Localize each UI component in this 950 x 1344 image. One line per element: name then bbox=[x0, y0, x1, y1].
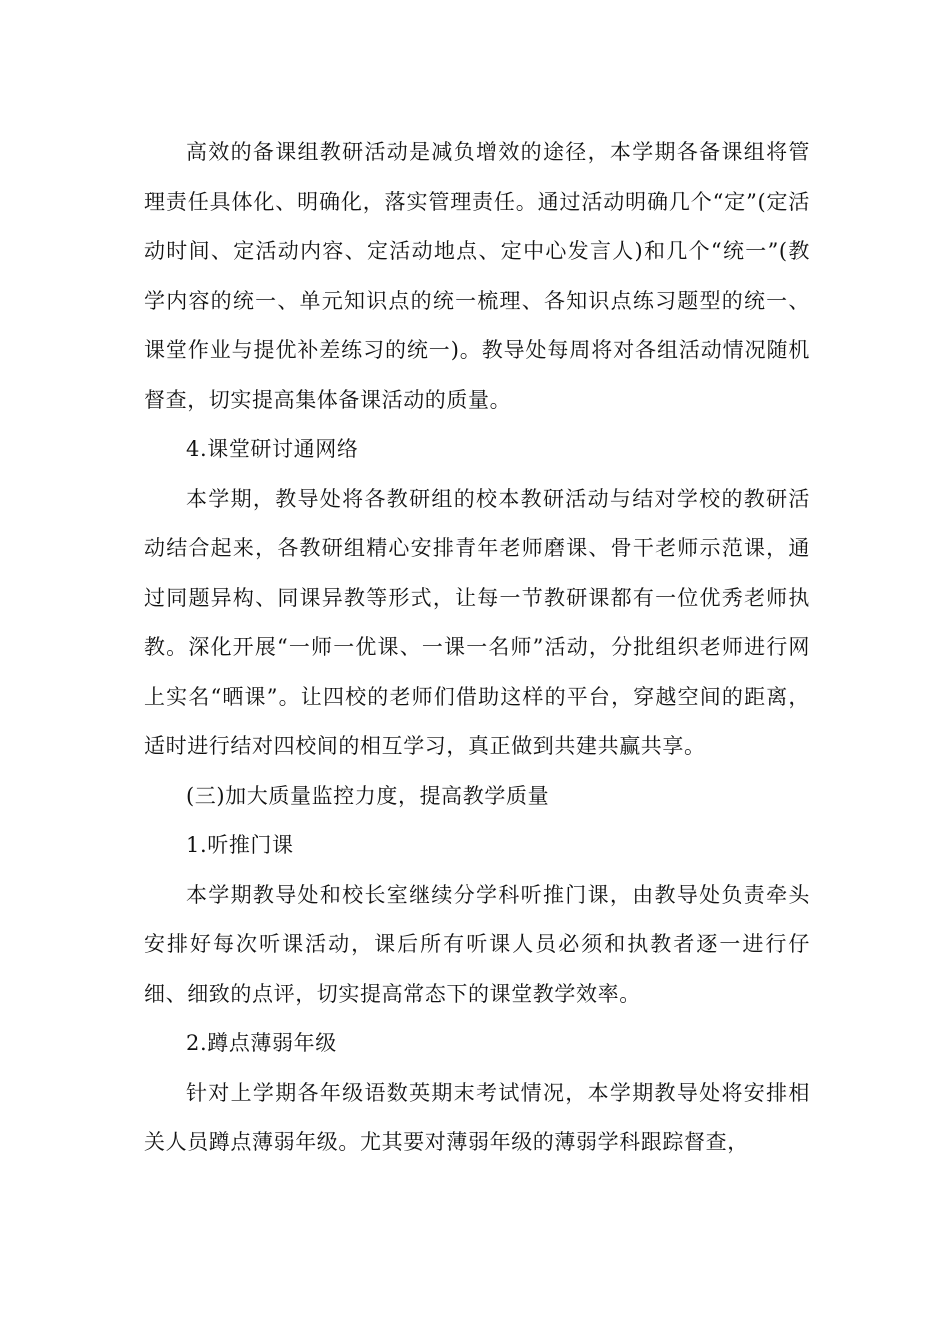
paragraph-open-classes: 本学期教导处和校长室继续分学科听推门课，由教导处负责牵头安排好每次听课活动，课后所有听课人员必须和执教者逐一进行仔细、细致的点评，切实提高常态下的课堂教学效率。 bbox=[144, 882, 810, 1006]
document-body bbox=[144, 128, 810, 1168]
heading-weak-grades: 2.蹲点薄弱年级 bbox=[186, 1031, 337, 1055]
paragraph-lesson-prep-groups: 高效的备课组教研活动是减负增效的途径，本学期各备课组将管理责任具体化、明确化，落实管理责任。通过活动明确几个“定”(定活动时间、定活动内容、定活动地点、定中心发言人)和几个“统一”(教学内容的统一、单元知识点的统一梳理、各知识点练习题型的统一、课堂作业与提优补差练习的统一)。教导处每周将对各组活动情况随机督查，切实提高集体备课活动的质量。 bbox=[144, 140, 810, 412]
heading-open-classes: 1.听推门课 bbox=[186, 833, 294, 857]
heading-classroom-discussion: 4.课堂研讨通网络 bbox=[186, 437, 359, 461]
paragraph-teaching-research: 本学期，教导处将各教研组的校本教研活动与结对学校的教研活动结合起来，各教研组精心安排青年老师磨课、骨干老师示范课，通过同题异构、同课异教等形式，让每一节教研课都有一位优秀老师执教。深化开展“一师一优课、一课一名师”活动，分批组织老师进行网上实名“晒课”。让四校的老师们借助这样的平台，穿越空间的距离，适时进行结对四校间的相互学习，真正做到共建共赢共享。 bbox=[144, 486, 810, 758]
heading-quality-monitoring: (三)加大质量监控力度，提高教学质量 bbox=[186, 783, 550, 808]
paragraph-weak-grades: 针对上学期各年级语数英期末考试情况，本学期教导处将安排相关人员蹲点薄弱年级。尤其要对薄弱年级的薄弱学科跟踪督查， bbox=[144, 1080, 810, 1154]
